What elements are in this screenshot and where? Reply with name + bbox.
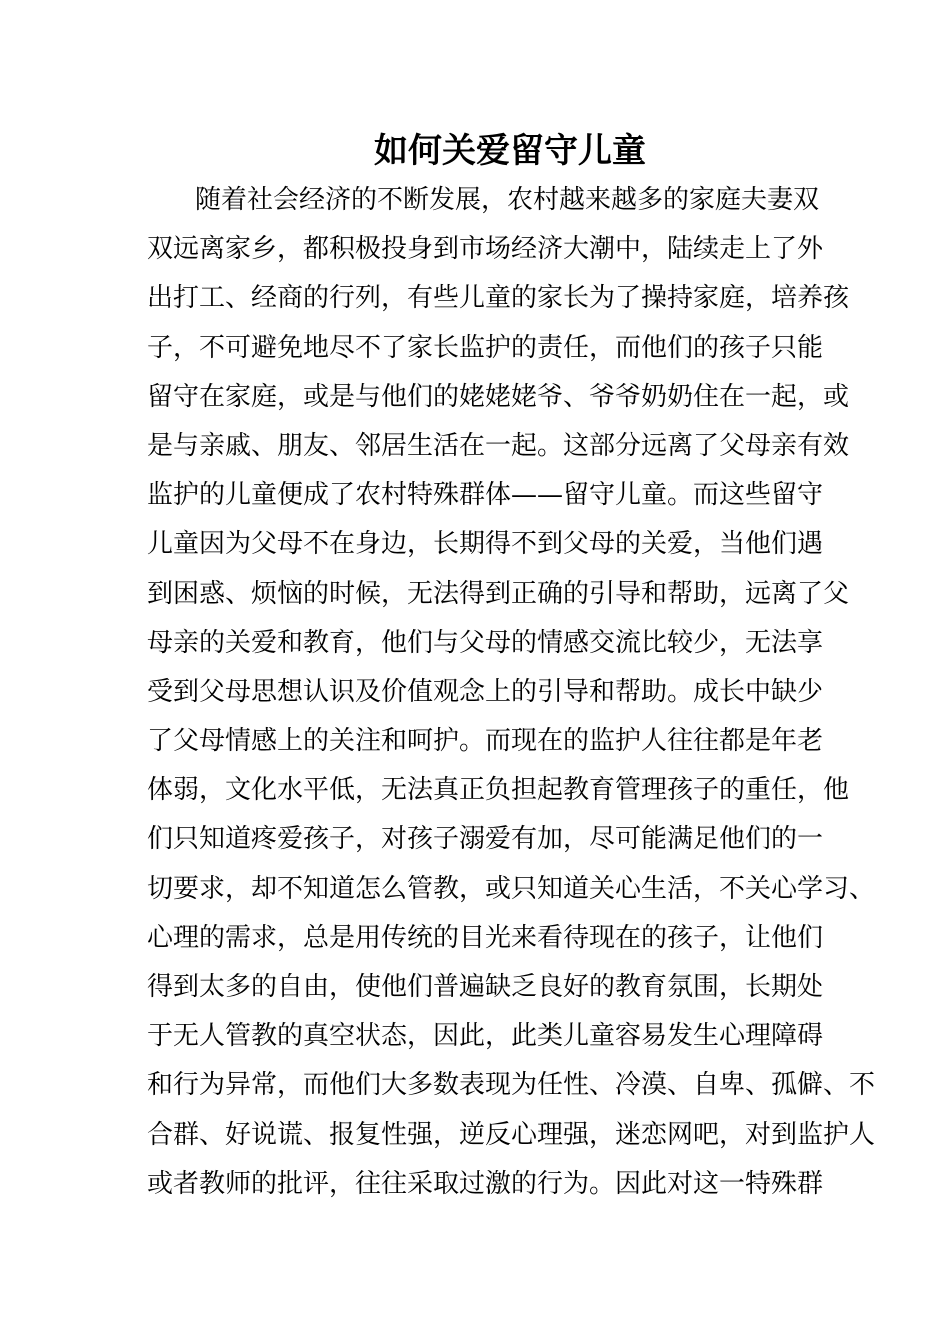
text-line: 们只知道疼爱孩子，对孩子溺爱有加，尽可能满足他们的一: [147, 824, 824, 855]
text-line: 心理的需求，总是用传统的目光来看待现在的孩子，让他们: [147, 922, 824, 953]
text-line: 得到太多的自由，使他们普遍缺乏良好的教育氛围，长期处: [147, 972, 824, 1002]
text-line: 切要求，却不知道怎么管教，或只知道关心生活，不关心学习、: [147, 873, 876, 904]
text-line: 母亲的关爱和教育，他们与父母的情感交流比较少，无法享: [147, 627, 824, 658]
text-line: 到困惑、烦恼的时候，无法得到正确的引导和帮助，远离了父: [147, 578, 850, 609]
text-line: 受到父母思想认识及价值观念上的引导和帮助。成长中缺少: [147, 676, 824, 707]
document-title: 如何关爱留守儿童: [374, 131, 646, 171]
text-line: 了父母情感上的关注和呵护。而现在的监护人往往都是年老: [147, 726, 824, 757]
text-line: 体弱，文化水平低，无法真正负担起教育管理孩子的重任，他: [147, 775, 850, 806]
text-line: 儿童因为父母不在身边，长期得不到父母的关爱，当他们遇: [147, 529, 824, 560]
text-line: 子，不可避免地尽不了家长监护的责任，而他们的孩子只能: [147, 332, 824, 363]
text-line: 于无人管教的真空状态，因此，此类儿童容易发生心理障碍: [147, 1021, 824, 1052]
text-line: 合群、好说谎、报复性强，逆反心理强，迷恋网吧，对到监护人: [147, 1119, 876, 1150]
text-line: 双远离家乡，都积极投身到市场经济大潮中，陆续走上了外: [147, 234, 824, 265]
text-line: 出打工、经商的行列，有些儿童的家长为了操持家庭，培养孩: [147, 283, 850, 314]
text-line: 和行为异常，而他们大多数表现为任性、冷漠、自卑、孤僻、不: [147, 1070, 876, 1101]
body-paragraph: [147, 176, 876, 1209]
text-line: 随着社会经济的不断发展，农村越来越多的家庭夫妻双: [195, 185, 820, 215]
text-line: 监护的儿童便成了农村特殊群体——留守儿童。而这些留守: [147, 480, 824, 511]
text-line: 留守在家庭，或是与他们的姥姥姥爷、爷爷奶奶住在一起，或: [147, 381, 850, 412]
text-line: 是与亲戚、朋友、邻居生活在一起。这部分远离了父母亲有效: [147, 430, 850, 461]
text-line: 或者教师的批评，往往采取过激的行为。因此对这一特殊群: [147, 1168, 824, 1199]
